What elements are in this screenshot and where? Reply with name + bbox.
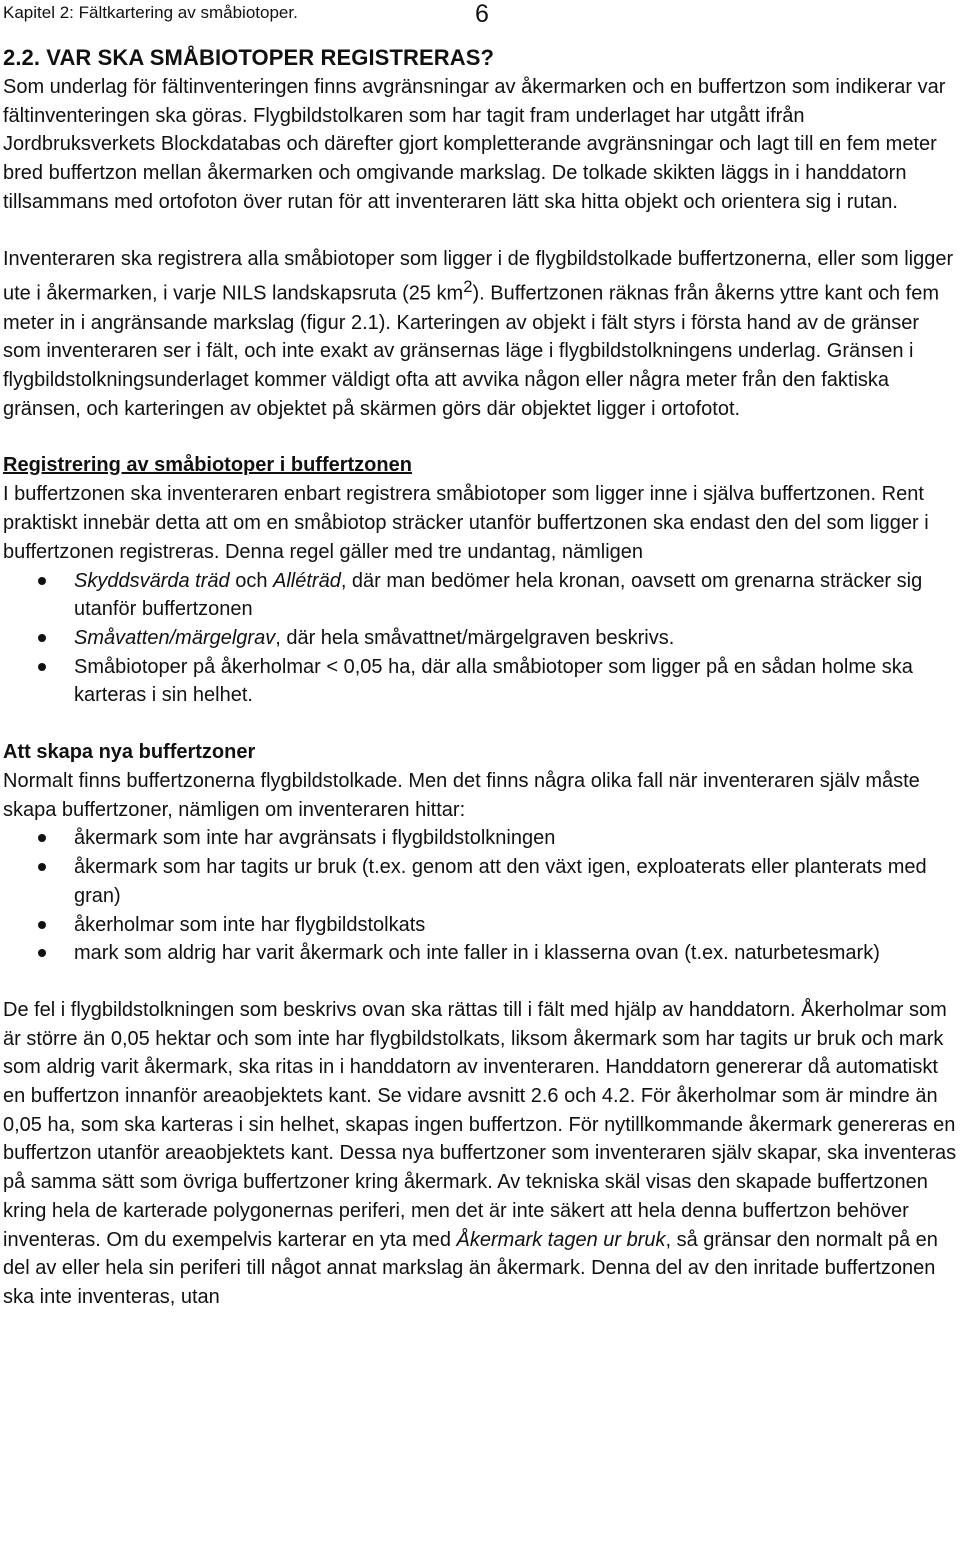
spacer [3, 968, 957, 996]
bullet-icon [38, 663, 46, 671]
italic-term: Åkermark tagen ur bruk [456, 1228, 666, 1251]
paragraph-intro: Som underlag för fältinventeringen finns avgränsningar av åkermarken och en buffertzon som indikerar var fältinventeringen ska göras. Flygbildstolkaren som har tagit fram underlaget har utgått ifrån Jordbruksverkets Blockdatabas och därefter gjort kompletterande avgränsningar och lagt till en fem meter bred buffertzon mellan åkermarken och omgivande markslag. De tolkade skikten läggs in i handdatorn tillsammans med ortofoton över rutan för att inventeraren lätt ska hitta objekt och orientera sig i rutan. [3, 76, 946, 213]
list-text: åkermark som inte har avgränsats i flygbildstolkningen [74, 827, 556, 850]
italic-term: Alléträd [273, 569, 341, 592]
exceptions-list [3, 567, 957, 711]
italic-term: Småvatten/märgelgrav [74, 626, 276, 649]
list-text: , där hela småvattnet/märgelgraven beskrivs. [275, 626, 675, 649]
document-page [3, 0, 957, 1312]
bullet-icon [38, 634, 46, 642]
list-item [3, 824, 957, 853]
subheading-buffer-registration: Registrering av småbiotoper i buffertzonen [3, 454, 412, 477]
paragraph-registration [3, 245, 957, 424]
spacer [3, 423, 957, 451]
list-text: och [229, 569, 273, 592]
bullet-icon [38, 834, 46, 842]
list-text: Småbiotoper på åkerholmar < 0,05 ha, där alla småbiotoper som ligger på en sådan holme ska karteras i sin helhet. [74, 655, 913, 707]
paragraph-corrections [3, 996, 957, 1312]
list-text: , där man bedömer hela kronan, oavsett om grenarna sträcker sig utanför buffertzonen [74, 569, 923, 621]
spacer [3, 710, 957, 738]
cases-list [3, 824, 957, 968]
paragraph-corrections-text-b: , så gränsar den normalt på en del av eller hela sin periferi till något annat markslag än åkermark. Denna del av den inritade buffertzonen ska inte inventeras, utan [3, 1228, 938, 1308]
section-title: 2.2. VAR SKA SMÅBIOTOPER REGISTRERAS? [3, 45, 495, 70]
paragraph-new-buffers: Normalt finns buffertzonerna flygbildstolkade. Men det finns några olika fall när inventeraren själv måste skapa buffertzoner, nämligen om inventeraren hittar: [3, 770, 920, 821]
list-text: mark som aldrig har varit åkermark och inte faller in i klasserna ovan (t.ex. naturbetesmark) [74, 942, 880, 965]
paragraph-registration-text-a: Inventeraren ska registrera alla småbiotoper som ligger i de flygbildstolkade buffertzonerna, eller som ligger ute i åkermarken, i varje NILS landskapsruta (25 km [3, 247, 954, 305]
list-item [3, 939, 957, 968]
paragraph-corrections-text-a: De fel i flygbildstolkningen som beskrivs ovan ska rättas till i fält med hjälp av handdatorn. Åkerholmar som är större än 0,05 hektar och som inte har flygbildstolkats, liksom åkermark som har tagits ur bruk och mark som aldrig varit åkermark, ska ritas in i handdatorn av inventeraren. Handdatorn genererar då automatiskt en buffertzon innanför areaobjektets kant. Se vidare avsnitt 2.6 och 4.2. För åkerholmar som är mindre än 0,05 ha, som ska karteras i sin helhet, skapas ingen buffertzon. För nytillkommande åkermark genereras en buffertzon utanför areaobjektets kant. Dessa nya buffertzoner som inventeraren själv skapar, ska inventeras på samma sätt som övriga buffertzoner kring åkermark. Av tekniska skäl visas den skapade buffertzonen kring hela de karterade polygonernas periferi, men det är inte säkert att hela denna buffertzon behöver inventeras. Om du exempelvis karterar en yta med [3, 998, 957, 1251]
list-item [3, 624, 957, 653]
list-text: åkerholmar som inte har flygbildstolkats [74, 913, 426, 936]
list-item [3, 653, 957, 710]
page-number: 6 [475, 0, 489, 28]
superscript: 2 [463, 277, 473, 297]
bullet-icon [38, 921, 46, 929]
spacer [3, 217, 957, 245]
list-item [3, 567, 957, 624]
bullet-icon [38, 863, 46, 871]
page-header [3, 0, 957, 30]
subheading-new-buffers: Att skapa nya buffertzoner [3, 741, 256, 764]
bullet-icon [38, 577, 46, 585]
chapter-title: Kapitel 2: Fältkartering av småbiotoper. [3, 3, 298, 22]
list-text: åkermark som har tagits ur bruk (t.ex. genom att den växt igen, exploaterats eller planterats med gran) [74, 856, 927, 907]
list-item [3, 853, 957, 910]
list-item [3, 911, 957, 940]
paragraph-buffer-registration: I buffertzonen ska inventeraren enbart registrera småbiotoper som ligger inne i själva buffertzonen. Rent praktiskt innebär detta att om en småbiotop sträcker utanför buffertzonen ska endast den del som ligger i buffertzonen registreras. Denna regel gäller med tre undantag, nämligen [3, 483, 929, 563]
italic-term: Skyddsvärda träd [74, 569, 230, 592]
paragraph-registration-text-b: ). Buffertzonen räknas från åkerns yttre kant och fem meter in i angränsande markslag (figur 2.1). Karteringen av objekt i fält styrs i första hand av de gränser som inventeraren ser i fält, och inte exakt av gränsernas läge i flygbildstolkningens underlag. Gränsen i flygbildstolkningsunderlaget kommer väldigt ofta att avvika någon eller några meter från den faktiska gränsen, och karteringen av objektet på skärmen görs där objektet ligger i ortofotot. [3, 282, 939, 420]
bullet-icon [38, 949, 46, 957]
